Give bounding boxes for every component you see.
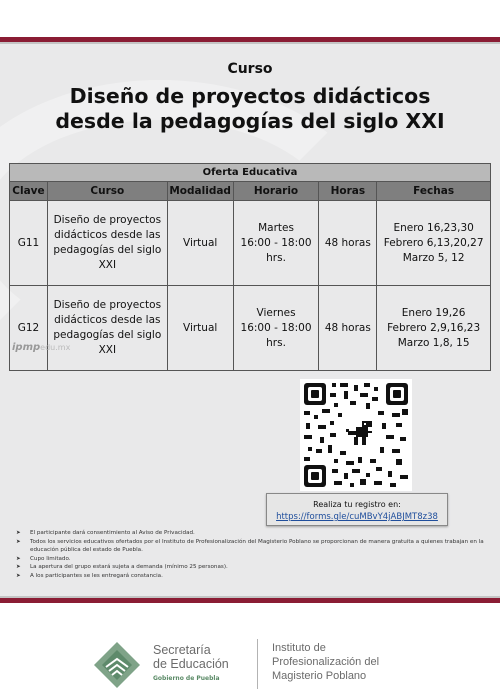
list-item: ➤ Cupo limitado. [16,555,486,564]
cell-curso: Diseño de proyectos didácticos desde las pedagogías del siglo XXI [47,201,167,286]
col-horas: Horas [319,182,377,201]
horario-time: 16:00 - 18:00 hrs. [240,236,312,264]
table-banner: Oferta Educativa [10,164,491,182]
qr-code[interactable] [300,379,412,491]
fecha-line: Febrero 6,13,20,27 [383,236,484,249]
registration-box [266,493,448,526]
secretaria-logo-icon [92,640,142,690]
notes-list [16,529,486,580]
fecha-line: Enero 16,23,30 [393,221,474,234]
secretaria-name: Secretaría de Educación [153,643,229,671]
course-kicker: Curso [227,61,273,77]
list-item: ➤ El participante dará consentimiento al Aviso de Privacidad. [16,529,486,538]
horario-day: Viernes [256,306,296,319]
footer-divider [257,639,258,689]
cell-horas: 48 horas [319,286,377,371]
bottom-accent-bar [0,596,500,605]
fecha-line: Enero 19,26 [401,306,466,319]
registration-link[interactable]: https://forms.gle/cuMBvY4jABJMT8z38 [276,512,438,522]
cell-curso: Diseño de proyectos didácticos desde las pedagogías del siglo XXI [47,286,167,371]
col-clave: Clave [10,182,48,201]
offer-table [9,163,491,371]
horario-time: 16:00 - 18:00 hrs. [240,321,312,349]
cell-fechas [377,201,491,286]
cell-modalidad: Virtual [167,201,233,286]
fecha-line: Marzo 1,8, 15 [397,336,470,349]
col-horario: Horario [233,182,319,201]
col-fechas: Fechas [377,182,491,201]
cell-clave: G12 [10,286,48,371]
ipmp-watermark: ipmpedu.mx [12,342,71,353]
fecha-line: Marzo 5, 12 [402,251,465,264]
cell-fechas [377,286,491,371]
cell-horario [233,201,319,286]
list-item: ➤ La apertura del grupo estará sujeta a demanda (mínimo 25 personas). [16,563,486,572]
cell-horario [233,286,319,371]
cell-clave: G11 [10,201,48,286]
qr-code-graphic [300,379,412,491]
list-item: ➤ Todos los servicios educativos ofertados por el Instituto de Profesionalización del Magisterio Poblano se proporcionan de manera gratuita a quienes trabajan en la educación pública del estado de Puebla. [16,538,486,555]
instituto-name: Instituto de Profesionalización del Magisterio Poblano [272,642,380,682]
fecha-line: Febrero 2,9,16,23 [387,321,481,334]
top-margin [0,0,500,35]
col-curso: Curso [47,182,167,201]
col-modalidad: Modalidad [167,182,233,201]
registration-label: Realiza tu registro en: [313,500,401,509]
top-accent-bar [0,35,500,44]
footer [0,605,500,693]
secretaria-sub: Gobierno de Puebla [153,675,220,682]
cell-modalidad: Virtual [167,286,233,371]
table-row [10,286,491,371]
cell-horas: 48 horas [319,201,377,286]
table-row [10,201,491,286]
list-item: ➤ A los participantes se les entregará constancia. [16,572,486,581]
course-title: Diseño de proyectos didácticos desde la pedagogías del siglo XXI [55,84,445,133]
horario-day: Martes [258,221,294,234]
